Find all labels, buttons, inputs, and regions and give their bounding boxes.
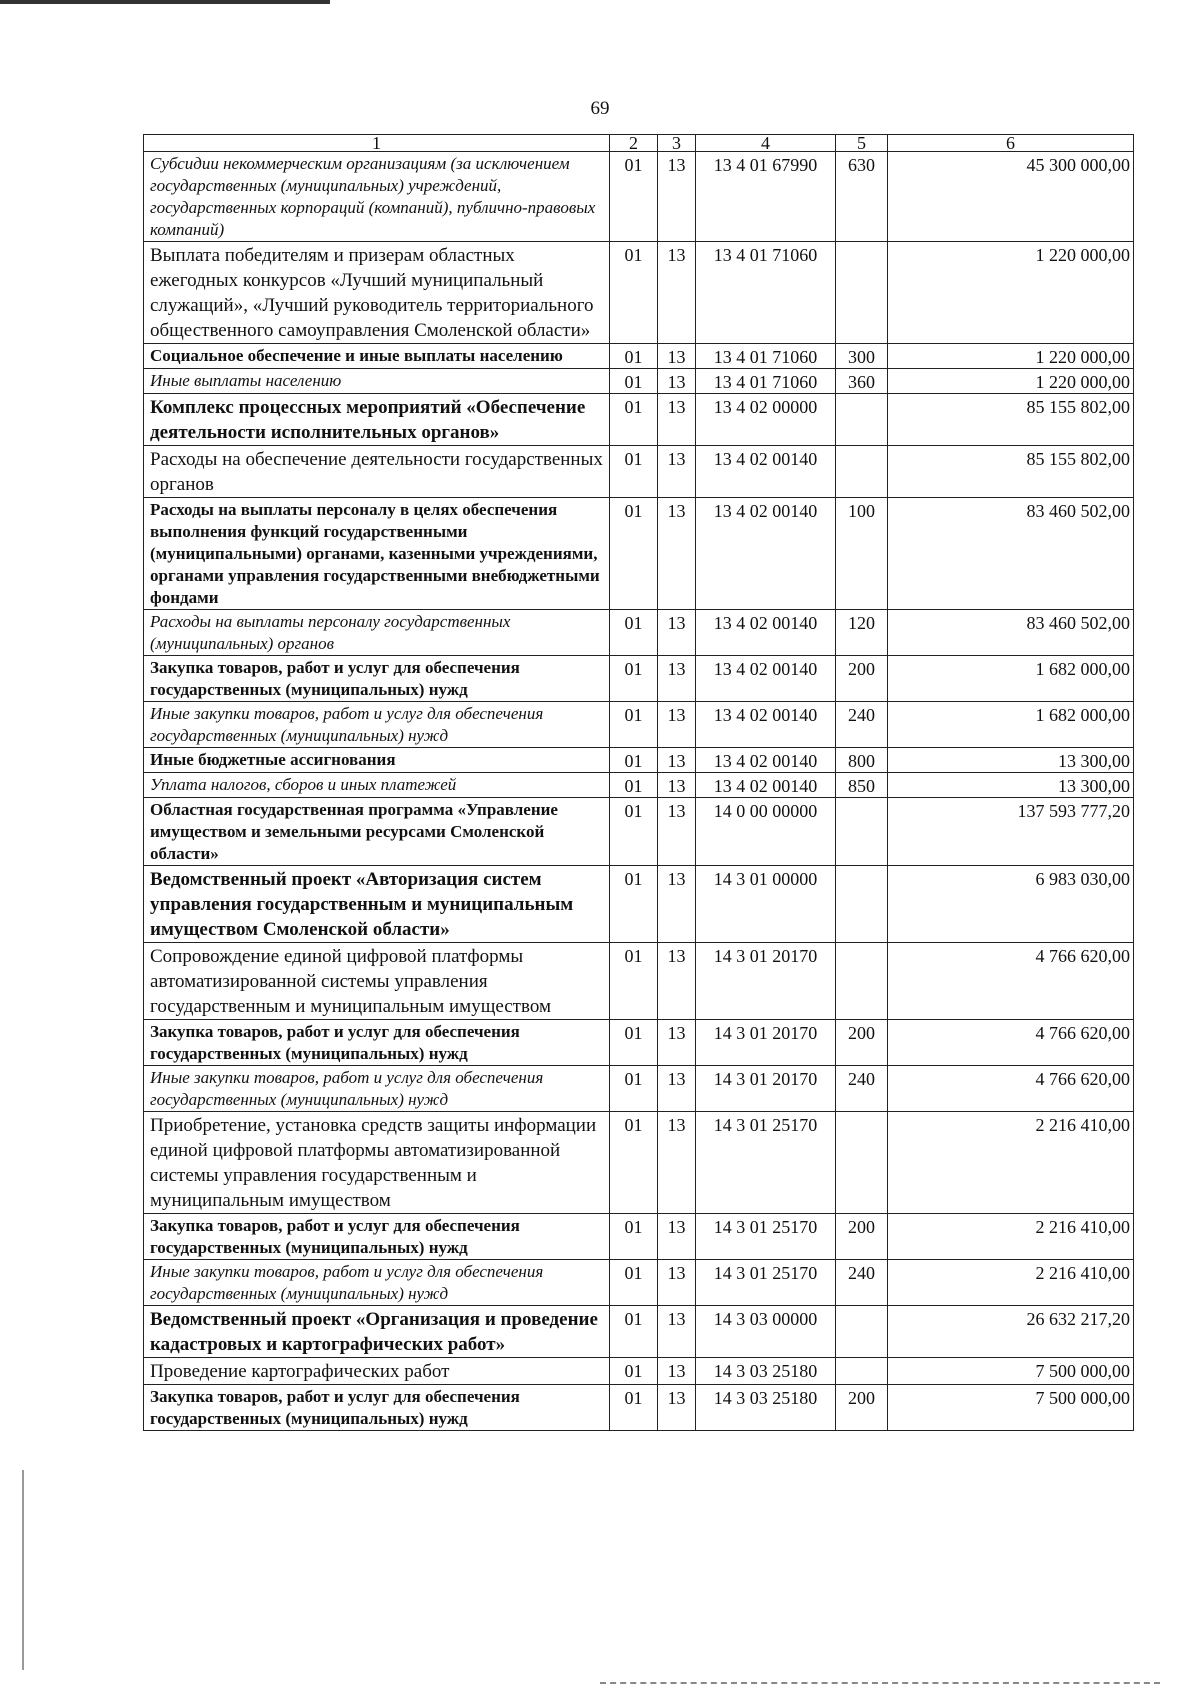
row-expense-type-cell: 800 bbox=[836, 748, 888, 773]
row-name-cell: Закупка товаров, работ и услуг для обеспечения государственных (муниципальных) нужд bbox=[144, 1020, 610, 1066]
row-target-article-cell: 13 4 01 67990 bbox=[696, 152, 836, 242]
table-row bbox=[144, 1306, 1134, 1358]
row-amount-cell: 1 682 000,00 bbox=[888, 656, 1134, 702]
row-amount-cell: 4 766 620,00 bbox=[888, 943, 1134, 1020]
row-section-cell: 01 bbox=[610, 498, 658, 610]
row-expense-type-cell bbox=[836, 242, 888, 344]
page-number: 69 bbox=[590, 98, 610, 119]
table-row bbox=[144, 798, 1134, 866]
row-subsection-cell: 13 bbox=[658, 656, 696, 702]
row-amount-cell: 6 983 030,00 bbox=[888, 866, 1134, 943]
header-col-4: 4 bbox=[696, 135, 836, 152]
table-row bbox=[144, 1066, 1134, 1112]
header-col-5: 5 bbox=[836, 135, 888, 152]
scan-artifact-bottom bbox=[600, 1682, 1160, 1684]
row-expense-type-cell bbox=[836, 798, 888, 866]
row-section-cell: 01 bbox=[610, 344, 658, 369]
row-target-article-cell: 14 3 01 00000 bbox=[696, 866, 836, 943]
row-amount-cell: 7 500 000,00 bbox=[888, 1358, 1134, 1385]
row-section-cell: 01 bbox=[610, 1020, 658, 1066]
row-name-cell: Иные выплаты населению bbox=[144, 369, 610, 394]
row-amount-cell: 2 216 410,00 bbox=[888, 1260, 1134, 1306]
row-target-article-cell: 13 4 02 00140 bbox=[696, 773, 836, 798]
row-amount-cell: 83 460 502,00 bbox=[888, 498, 1134, 610]
row-expense-type-cell bbox=[836, 866, 888, 943]
row-target-article-cell: 13 4 02 00000 bbox=[696, 394, 836, 446]
row-name-cell: Комплекс процессных мероприятий «Обеспечение деятельности исполнительных органов» bbox=[144, 394, 610, 446]
row-target-article-cell: 14 3 01 20170 bbox=[696, 943, 836, 1020]
table-row bbox=[144, 773, 1134, 798]
row-amount-cell: 13 300,00 bbox=[888, 748, 1134, 773]
row-amount-cell: 83 460 502,00 bbox=[888, 610, 1134, 656]
row-section-cell: 01 bbox=[610, 656, 658, 702]
row-subsection-cell: 13 bbox=[658, 1358, 696, 1385]
row-subsection-cell: 13 bbox=[658, 943, 696, 1020]
header-col-6: 6 bbox=[888, 135, 1134, 152]
header-col-2: 2 bbox=[610, 135, 658, 152]
row-subsection-cell: 13 bbox=[658, 242, 696, 344]
row-expense-type-cell: 850 bbox=[836, 773, 888, 798]
row-subsection-cell: 13 bbox=[658, 1020, 696, 1066]
row-expense-type-cell bbox=[836, 943, 888, 1020]
row-name-cell: Ведомственный проект «Авторизация систем управления государственным и муниципальным имуществом Смоленской области» bbox=[144, 866, 610, 943]
row-amount-cell: 1 682 000,00 bbox=[888, 702, 1134, 748]
table-row bbox=[144, 943, 1134, 1020]
row-amount-cell: 137 593 777,20 bbox=[888, 798, 1134, 866]
row-target-article-cell: 14 3 01 25170 bbox=[696, 1214, 836, 1260]
row-target-article-cell: 13 4 02 00140 bbox=[696, 656, 836, 702]
row-section-cell: 01 bbox=[610, 610, 658, 656]
row-name-cell: Сопровождение единой цифровой платформы автоматизированной системы управления государственным и муниципальным имуществом bbox=[144, 943, 610, 1020]
row-name-cell: Расходы на выплаты персоналу в целях обеспечения выполнения функций государственными (муниципальными) органами, казенными учреждениями, органами управления государственными внебюджетными фондами bbox=[144, 498, 610, 610]
row-target-article-cell: 13 4 02 00140 bbox=[696, 748, 836, 773]
table-row bbox=[144, 446, 1134, 498]
row-expense-type-cell: 240 bbox=[836, 1066, 888, 1112]
row-expense-type-cell: 630 bbox=[836, 152, 888, 242]
table-row bbox=[144, 242, 1134, 344]
row-subsection-cell: 13 bbox=[658, 1112, 696, 1214]
row-target-article-cell: 13 4 02 00140 bbox=[696, 498, 836, 610]
row-expense-type-cell bbox=[836, 394, 888, 446]
row-expense-type-cell: 360 bbox=[836, 369, 888, 394]
row-expense-type-cell: 200 bbox=[836, 656, 888, 702]
row-expense-type-cell: 200 bbox=[836, 1214, 888, 1260]
row-subsection-cell: 13 bbox=[658, 702, 696, 748]
row-subsection-cell: 13 bbox=[658, 498, 696, 610]
row-target-article-cell: 13 4 01 71060 bbox=[696, 242, 836, 344]
row-section-cell: 01 bbox=[610, 1112, 658, 1214]
row-amount-cell: 7 500 000,00 bbox=[888, 1385, 1134, 1431]
row-name-cell: Ведомственный проект «Организация и проведение кадастровых и картографических работ» bbox=[144, 1306, 610, 1358]
row-expense-type-cell bbox=[836, 1358, 888, 1385]
row-subsection-cell: 13 bbox=[658, 369, 696, 394]
row-section-cell: 01 bbox=[610, 446, 658, 498]
row-subsection-cell: 13 bbox=[658, 1214, 696, 1260]
table-header-row bbox=[144, 135, 1134, 152]
row-target-article-cell: 14 3 01 20170 bbox=[696, 1066, 836, 1112]
row-name-cell: Субсидии некоммерческим организациям (за исключением государственных (муниципальных) учреждений, государственных корпораций (компаний), публично-правовых компаний) bbox=[144, 152, 610, 242]
row-subsection-cell: 13 bbox=[658, 394, 696, 446]
row-name-cell: Расходы на обеспечение деятельности государственных органов bbox=[144, 446, 610, 498]
table-row bbox=[144, 1112, 1134, 1214]
row-name-cell: Иные закупки товаров, работ и услуг для обеспечения государственных (муниципальных) нужд bbox=[144, 1066, 610, 1112]
table-row bbox=[144, 1260, 1134, 1306]
row-subsection-cell: 13 bbox=[658, 1306, 696, 1358]
row-amount-cell: 4 766 620,00 bbox=[888, 1020, 1134, 1066]
row-name-cell: Социальное обеспечение и иные выплаты населению bbox=[144, 344, 610, 369]
row-subsection-cell: 13 bbox=[658, 1066, 696, 1112]
table-row bbox=[144, 866, 1134, 943]
row-subsection-cell: 13 bbox=[658, 344, 696, 369]
row-subsection-cell: 13 bbox=[658, 866, 696, 943]
row-target-article-cell: 13 4 02 00140 bbox=[696, 446, 836, 498]
table-row bbox=[144, 369, 1134, 394]
row-amount-cell: 85 155 802,00 bbox=[888, 446, 1134, 498]
row-expense-type-cell bbox=[836, 1306, 888, 1358]
table-row bbox=[144, 152, 1134, 242]
table-row bbox=[144, 1214, 1134, 1260]
row-subsection-cell: 13 bbox=[658, 446, 696, 498]
row-name-cell: Закупка товаров, работ и услуг для обеспечения государственных (муниципальных) нужд bbox=[144, 1214, 610, 1260]
row-target-article-cell: 14 0 00 00000 bbox=[696, 798, 836, 866]
row-amount-cell: 4 766 620,00 bbox=[888, 1066, 1134, 1112]
row-subsection-cell: 13 bbox=[658, 610, 696, 656]
row-expense-type-cell: 200 bbox=[836, 1385, 888, 1431]
table-row bbox=[144, 344, 1134, 369]
row-section-cell: 01 bbox=[610, 369, 658, 394]
row-section-cell: 01 bbox=[610, 798, 658, 866]
row-name-cell: Иные закупки товаров, работ и услуг для обеспечения государственных (муниципальных) нужд bbox=[144, 702, 610, 748]
row-name-cell: Проведение картографических работ bbox=[144, 1358, 610, 1385]
row-name-cell: Расходы на выплаты персоналу государственных (муниципальных) органов bbox=[144, 610, 610, 656]
row-amount-cell: 45 300 000,00 bbox=[888, 152, 1134, 242]
row-expense-type-cell: 200 bbox=[836, 1020, 888, 1066]
row-subsection-cell: 13 bbox=[658, 748, 696, 773]
row-section-cell: 01 bbox=[610, 702, 658, 748]
row-target-article-cell: 13 4 02 00140 bbox=[696, 610, 836, 656]
row-name-cell: Закупка товаров, работ и услуг для обеспечения государственных (муниципальных) нужд bbox=[144, 1385, 610, 1431]
row-expense-type-cell: 300 bbox=[836, 344, 888, 369]
row-subsection-cell: 13 bbox=[658, 773, 696, 798]
row-subsection-cell: 13 bbox=[658, 798, 696, 866]
header-col-1: 1 bbox=[144, 135, 610, 152]
row-name-cell: Выплата победителям и призерам областных ежегодных конкурсов «Лучший муниципальный служащий», «Лучший руководитель территориального общественного самоуправления Смоленской области» bbox=[144, 242, 610, 344]
row-amount-cell: 13 300,00 bbox=[888, 773, 1134, 798]
row-section-cell: 01 bbox=[610, 1260, 658, 1306]
row-target-article-cell: 13 4 01 71060 bbox=[696, 369, 836, 394]
row-name-cell: Областная государственная программа «Управление имуществом и земельными ресурсами Смоленской области» bbox=[144, 798, 610, 866]
row-target-article-cell: 14 3 01 20170 bbox=[696, 1020, 836, 1066]
row-expense-type-cell: 240 bbox=[836, 1260, 888, 1306]
row-subsection-cell: 13 bbox=[658, 1385, 696, 1431]
row-name-cell: Приобретение, установка средств защиты информации единой цифровой платформы автоматизированной системы управления государственным и муниципальным имуществом bbox=[144, 1112, 610, 1214]
row-amount-cell: 2 216 410,00 bbox=[888, 1112, 1134, 1214]
row-section-cell: 01 bbox=[610, 943, 658, 1020]
table-row bbox=[144, 1358, 1134, 1385]
row-amount-cell: 2 216 410,00 bbox=[888, 1214, 1134, 1260]
table-body bbox=[144, 152, 1134, 1431]
row-amount-cell: 1 220 000,00 bbox=[888, 344, 1134, 369]
row-amount-cell: 1 220 000,00 bbox=[888, 242, 1134, 344]
table-row bbox=[144, 394, 1134, 446]
row-expense-type-cell: 100 bbox=[836, 498, 888, 610]
row-amount-cell: 1 220 000,00 bbox=[888, 369, 1134, 394]
row-section-cell: 01 bbox=[610, 1306, 658, 1358]
row-section-cell: 01 bbox=[610, 1066, 658, 1112]
row-section-cell: 01 bbox=[610, 748, 658, 773]
table-row bbox=[144, 1385, 1134, 1431]
row-target-article-cell: 13 4 01 71060 bbox=[696, 344, 836, 369]
row-name-cell: Иные закупки товаров, работ и услуг для обеспечения государственных (муниципальных) нужд bbox=[144, 1260, 610, 1306]
row-section-cell: 01 bbox=[610, 1385, 658, 1431]
row-target-article-cell: 14 3 03 00000 bbox=[696, 1306, 836, 1358]
table-row bbox=[144, 702, 1134, 748]
table-row bbox=[144, 610, 1134, 656]
header-col-3: 3 bbox=[658, 135, 696, 152]
row-section-cell: 01 bbox=[610, 242, 658, 344]
row-amount-cell: 26 632 217,20 bbox=[888, 1306, 1134, 1358]
row-target-article-cell: 14 3 01 25170 bbox=[696, 1260, 836, 1306]
row-expense-type-cell: 240 bbox=[836, 702, 888, 748]
row-target-article-cell: 14 3 01 25170 bbox=[696, 1112, 836, 1214]
row-section-cell: 01 bbox=[610, 773, 658, 798]
table-row bbox=[144, 656, 1134, 702]
row-section-cell: 01 bbox=[610, 1214, 658, 1260]
row-section-cell: 01 bbox=[610, 866, 658, 943]
row-subsection-cell: 13 bbox=[658, 152, 696, 242]
scan-artifact-top bbox=[0, 0, 330, 4]
row-target-article-cell: 14 3 03 25180 bbox=[696, 1385, 836, 1431]
row-section-cell: 01 bbox=[610, 1358, 658, 1385]
row-name-cell: Закупка товаров, работ и услуг для обеспечения государственных (муниципальных) нужд bbox=[144, 656, 610, 702]
table-row bbox=[144, 498, 1134, 610]
row-expense-type-cell bbox=[836, 1112, 888, 1214]
row-expense-type-cell: 120 bbox=[836, 610, 888, 656]
row-expense-type-cell bbox=[836, 446, 888, 498]
row-target-article-cell: 14 3 03 25180 bbox=[696, 1358, 836, 1385]
row-amount-cell: 85 155 802,00 bbox=[888, 394, 1134, 446]
row-section-cell: 01 bbox=[610, 394, 658, 446]
row-name-cell: Иные бюджетные ассигнования bbox=[144, 748, 610, 773]
row-name-cell: Уплата налогов, сборов и иных платежей bbox=[144, 773, 610, 798]
row-subsection-cell: 13 bbox=[658, 1260, 696, 1306]
table-row bbox=[144, 748, 1134, 773]
budget-table bbox=[143, 134, 1134, 1431]
row-section-cell: 01 bbox=[610, 152, 658, 242]
table-row bbox=[144, 1020, 1134, 1066]
row-target-article-cell: 13 4 02 00140 bbox=[696, 702, 836, 748]
scan-artifact-left bbox=[22, 1470, 24, 1670]
